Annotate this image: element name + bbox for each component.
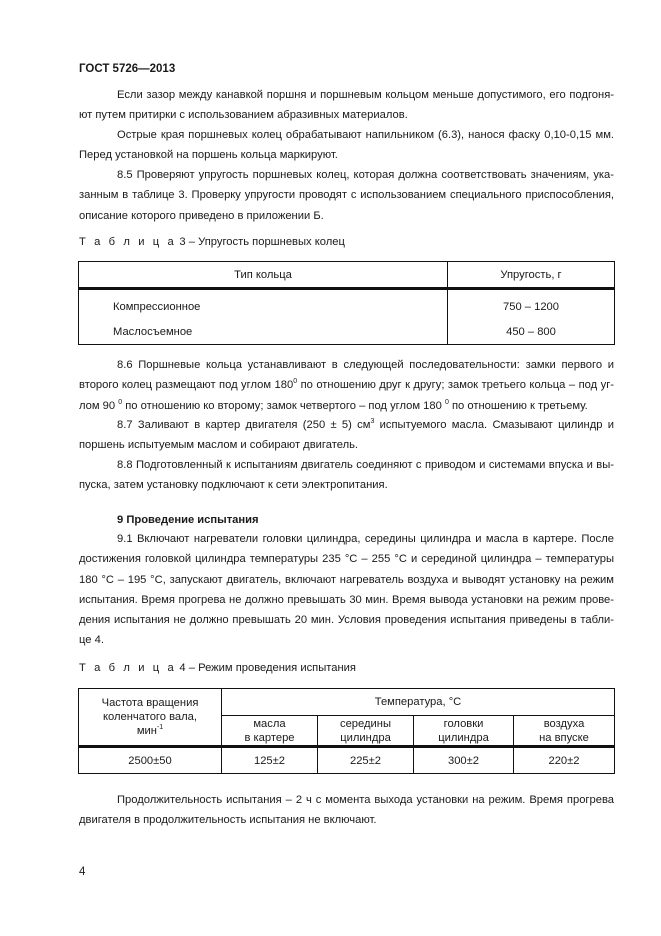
caption-label: Т а б л и ц а [79,662,177,674]
cell-ring-type: Компрессионное [79,289,448,320]
header-elasticity: Упругость, г [448,262,615,289]
paragraph-text: Острые края поршневых колец обрабатывают напильником (6.3), нанося фаску 0,10-0,15 мм. Перед установкой на поршень кольца маркируют. [79,129,614,162]
superscript: 0 [293,378,298,386]
superscript: -1 [156,724,164,731]
header-crankshaft-speed [79,689,222,747]
page-number: 4 [79,866,86,878]
cell-speed: 2500±50 [79,747,222,774]
superscript: 0 [444,398,449,406]
section-title-text: 9 Проведение испытания [117,514,259,526]
unit-text: мин [136,725,157,737]
header-cylinder-head [414,716,514,747]
table-3-ring-elasticity [78,261,615,345]
cell-head-temp: 300±2 [414,747,514,774]
header-oil-in-crankcase [222,716,318,747]
paragraph-9-1 [79,529,614,651]
caption-text: 4 – Режим проведения испытания [176,662,356,674]
table-row [79,319,615,345]
header-temperature: Температура, °С [222,689,615,716]
text: масла [253,717,286,730]
document-header: ГОСТ 5726—2013 [79,63,176,75]
text: цилиндра [438,731,489,744]
header-text: Частота вращения коленчатого вала, [101,697,199,723]
paragraph [79,125,614,166]
paragraph-8-7 [79,415,614,456]
caption-text: 3 – Упругость поршневых колец [176,236,345,248]
text: испытуемого масла. Смазывают цилиндр и поршень испытуемым маслом и собирают двигатель. [79,419,614,452]
text: головки [443,717,484,730]
text: на впуске [539,731,589,744]
text: по отношению к третьему. [448,399,588,412]
table-header-row [79,262,615,289]
table-header-row [79,689,615,716]
section-9-title [79,510,614,530]
text: воздуха [543,717,585,730]
text: цилиндра [340,731,391,744]
text: по отношению ко второму; замок четвертого – под углом 180 [122,399,445,412]
cell-elasticity: 450 – 800 [448,319,615,345]
paragraph-duration [79,790,614,831]
header-ring-type: Тип кольца [79,262,448,289]
cell-ring-type: Маслосъемное [79,319,448,345]
paragraph-8-8 [79,455,614,496]
text: 8.7 Заливают в картер двигателя (250 ± 5) см [117,419,371,431]
table-4-test-mode [78,688,615,774]
superscript: 0 [118,398,123,406]
table3-caption [79,236,345,248]
text: по отношению друг к другу; замок третьего кольца – под уг-лом 90 [79,379,614,412]
text: в картере [244,731,295,744]
cell-oil-temp: 125±2 [222,747,318,774]
paragraph-8-6 [79,355,614,416]
paragraph-text: Если зазор между канавкой поршня и поршневым кольцом меньше допустимого, его подгоня-ют путем притирки с использованием абразивных материалов. [79,89,614,122]
cell-air-temp: 220±2 [514,747,615,774]
cell-middle-temp: 225±2 [318,747,414,774]
table-row [79,289,615,320]
paragraph-text: Продолжительность испытания – 2 ч с момента выхода установки на режим. Время прогрева двигателя в продолжительность испытания не включают. [79,794,614,827]
table4-caption [79,662,356,674]
superscript: 3 [370,418,375,425]
paragraph-text: 8.8 Подготовленный к испытаниям двигатель соединяют с приводом и системами впуска и вы-пуска, затем установку подключают к сети электропитания. [79,459,614,492]
paragraph-text: 9.1 Включают нагреватели головки цилиндра, середины цилиндра и масла в картере. После достижения головкой цилиндра температуры 235 °С – 255 °С и серединой цилиндра – температуры 180 °С – 195 °С, запускают двигатель, включают нагреватель воздуха и выводят установку на режим испытания. Время прогрева не должно превышать 30 мин. Время вывода установки на режим прове-дения испытания не должно превышать 20 мин. Условия проведения испытания приведены в табли-це 4. [79,533,614,647]
paragraph-8-5 [79,165,614,226]
paragraph-text: 8.5 Проверяют упругость поршневых колец, которая должна соответствовать значениям, ука-занным в таблице 3. Проверку упругости проводят с использованием специального приспособления, описание которого приведено в приложении Б. [79,169,614,222]
paragraph [79,85,614,126]
caption-label: Т а б л и ц а [79,236,177,248]
text: 8.6 Поршневые кольца устанавливают в следующей последовательности: замки первого и второго колец размещают под углом 180 [79,359,614,392]
header-intake-air [514,716,615,747]
cell-elasticity: 750 – 1200 [448,289,615,320]
text: середины [339,717,391,730]
table-row [79,747,615,774]
header-cylinder-middle [318,716,414,747]
